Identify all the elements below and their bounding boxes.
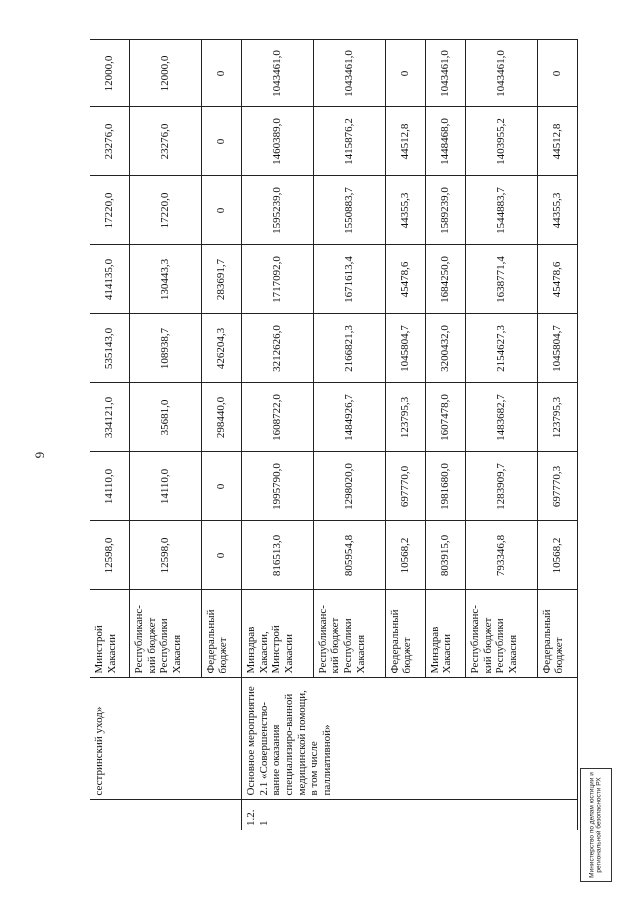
value-cell: 0 bbox=[385, 40, 425, 107]
source-cell: Федеральный бюджет bbox=[385, 590, 425, 678]
registration-stamp bbox=[580, 768, 612, 882]
row-id-cell bbox=[90, 800, 242, 830]
source-cell: Федеральный бюджет bbox=[537, 590, 577, 678]
value-cell: 426204,3 bbox=[201, 314, 241, 383]
table-row bbox=[242, 40, 314, 830]
page-number: 6 bbox=[32, 451, 48, 459]
source-cell: Республиканс-кий бюджет Республики Хакасия bbox=[130, 590, 202, 678]
value-cell: 1298020,0 bbox=[313, 452, 385, 521]
value-cell: 1595239,0 bbox=[242, 176, 314, 245]
value-cell: 23276,0 bbox=[90, 107, 130, 176]
value-cell: 1415876,2 bbox=[313, 107, 385, 176]
value-cell: 108938,7 bbox=[130, 314, 202, 383]
value-cell: 10568,2 bbox=[537, 521, 577, 590]
value-cell: 816513,0 bbox=[242, 521, 314, 590]
value-cell: 3200432,0 bbox=[425, 314, 465, 383]
value-cell: 123795,3 bbox=[385, 383, 425, 452]
value-cell: 12000,0 bbox=[90, 40, 130, 107]
value-cell: 0 bbox=[201, 521, 241, 590]
value-cell: 23276,0 bbox=[130, 107, 202, 176]
value-cell: 793346,8 bbox=[465, 521, 537, 590]
value-cell: 1460389,0 bbox=[242, 107, 314, 176]
source-cell: Минздрав Хакасии bbox=[425, 590, 465, 678]
value-cell: 1403955,2 bbox=[465, 107, 537, 176]
value-cell: 12000,0 bbox=[130, 40, 202, 107]
value-cell: 3212626,0 bbox=[242, 314, 314, 383]
value-cell: 1684250,0 bbox=[425, 245, 465, 314]
value-cell: 1981680,0 bbox=[425, 452, 465, 521]
value-cell: 697770,3 bbox=[537, 452, 577, 521]
value-cell: 17220,0 bbox=[90, 176, 130, 245]
value-cell: 1043461,0 bbox=[425, 40, 465, 107]
value-cell: 1638771,4 bbox=[465, 245, 537, 314]
activity-name-cell: Основное мероприятие 2.1 «Совершенство-вание оказания специализиро-ванной медицинской помощи, в том числе паллиативной» bbox=[242, 678, 578, 800]
value-cell: 44355,3 bbox=[537, 176, 577, 245]
value-cell: 2154627,3 bbox=[465, 314, 537, 383]
value-cell: 14110,0 bbox=[90, 452, 130, 521]
table-body bbox=[90, 40, 578, 830]
value-cell: 1671613,4 bbox=[313, 245, 385, 314]
value-cell: 0 bbox=[537, 40, 577, 107]
value-cell: 1483682,7 bbox=[465, 383, 537, 452]
value-cell: 298440,0 bbox=[201, 383, 241, 452]
stamp-text: Министерство по делам юстиции и региональной безопасности РХ bbox=[588, 772, 603, 878]
value-cell: 123795,3 bbox=[537, 383, 577, 452]
value-cell: 0 bbox=[201, 107, 241, 176]
source-cell: Минздрав Хакасии, Минстрой Хакасии bbox=[242, 590, 314, 678]
value-cell: 14110,0 bbox=[130, 452, 202, 521]
value-cell: 535143,0 bbox=[90, 314, 130, 383]
value-cell: 1283909,7 bbox=[465, 452, 537, 521]
value-cell: 2166821,3 bbox=[313, 314, 385, 383]
value-cell: 1045804,7 bbox=[385, 314, 425, 383]
value-cell: 803915,0 bbox=[425, 521, 465, 590]
value-cell: 45478,6 bbox=[385, 245, 425, 314]
value-cell: 10568,2 bbox=[385, 521, 425, 590]
value-cell: 0 bbox=[201, 452, 241, 521]
value-cell: 12598,0 bbox=[90, 521, 130, 590]
value-cell: 1589239,0 bbox=[425, 176, 465, 245]
value-cell: 44512,8 bbox=[385, 107, 425, 176]
source-cell: Республиканс-кий бюджет Республики Хакасия bbox=[465, 590, 537, 678]
value-cell: 1484926,7 bbox=[313, 383, 385, 452]
value-cell: 1995790,0 bbox=[242, 452, 314, 521]
budget-table bbox=[90, 40, 578, 831]
value-cell: 44355,3 bbox=[385, 176, 425, 245]
value-cell: 334121,0 bbox=[90, 383, 130, 452]
value-cell: 17220,0 bbox=[130, 176, 202, 245]
value-cell: 1607478,0 bbox=[425, 383, 465, 452]
value-cell: 414135,0 bbox=[90, 245, 130, 314]
value-cell: 1045804,7 bbox=[537, 314, 577, 383]
source-cell: Минстрой Хакасии bbox=[90, 590, 130, 678]
value-cell: 1043461,0 bbox=[313, 40, 385, 107]
value-cell: 805954,8 bbox=[313, 521, 385, 590]
value-cell: 1550883,7 bbox=[313, 176, 385, 245]
value-cell: 283691,7 bbox=[201, 245, 241, 314]
value-cell: 0 bbox=[201, 176, 241, 245]
value-cell: 1043461,0 bbox=[465, 40, 537, 107]
table-row bbox=[90, 40, 130, 830]
value-cell: 1608722,0 bbox=[242, 383, 314, 452]
value-cell: 130443,3 bbox=[130, 245, 202, 314]
value-cell: 45478,6 bbox=[537, 245, 577, 314]
value-cell: 35681,0 bbox=[130, 383, 202, 452]
value-cell: 1448468,0 bbox=[425, 107, 465, 176]
value-cell: 697770,0 bbox=[385, 452, 425, 521]
source-cell: Федеральный бюджет bbox=[201, 590, 241, 678]
value-cell: 1717092,0 bbox=[242, 245, 314, 314]
value-cell: 44512,8 bbox=[537, 107, 577, 176]
value-cell: 1043461,0 bbox=[242, 40, 314, 107]
activity-name-cell: сестринский уход» bbox=[90, 678, 242, 800]
row-id-cell: 1.2.1 bbox=[242, 800, 578, 830]
source-cell: Республиканс-кий бюджет Республики Хакасия bbox=[313, 590, 385, 678]
value-cell: 0 bbox=[201, 40, 241, 107]
value-cell: 1544883,7 bbox=[465, 176, 537, 245]
table-container bbox=[90, 40, 578, 830]
value-cell: 12598,0 bbox=[130, 521, 202, 590]
